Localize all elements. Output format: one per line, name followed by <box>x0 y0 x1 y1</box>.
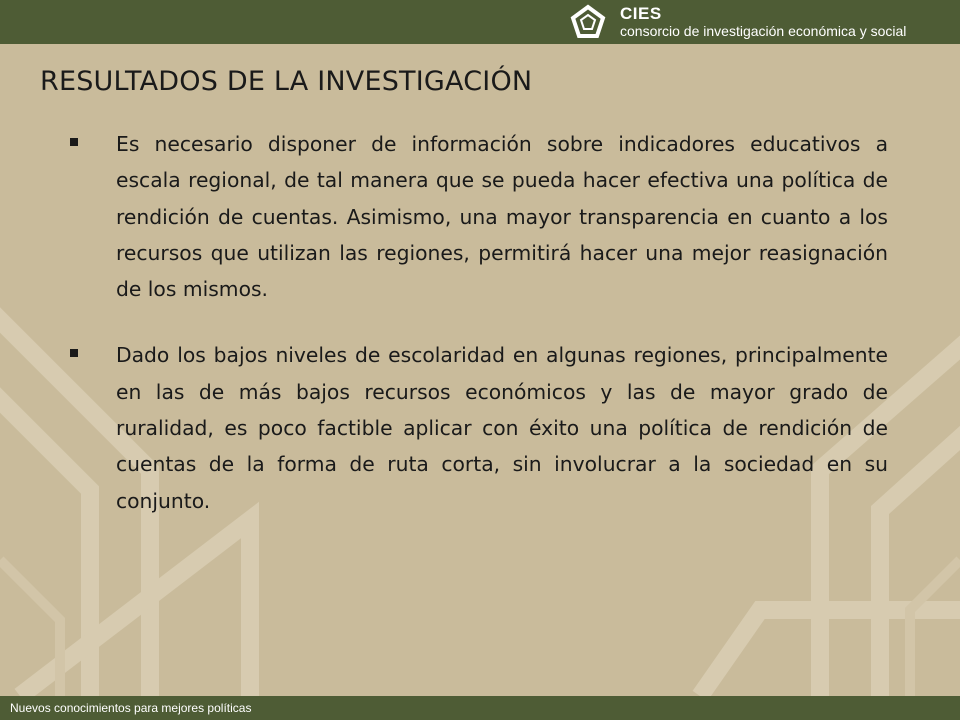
bullet-text: Es necesario disponer de información sobre indicadores educativos a escala regional, de tal manera que se pueda hacer efectiva una política de rendición de cuentas. Asimismo, una mayor transparencia en cuanto a los recursos que utilizan las regiones, permitirá hacer una mejor reasignación de los mismos. <box>116 132 888 302</box>
header-bar <box>0 0 960 44</box>
bullet-item <box>70 337 888 518</box>
bullet-list <box>70 126 888 549</box>
logo-tagline: consorcio de investigación económica y social <box>620 23 907 39</box>
footer-bar <box>0 696 960 720</box>
bullet-text: Dado los bajos niveles de escolaridad en algunas regiones, principalmente en las de más bajos recursos económicos y las de mayor grado de ruralidad, es poco factible aplicar con éxito una política de rendición de cuentas de la forma de ruta corta, sin involucrar a la sociedad en su conjunto. <box>116 343 888 513</box>
cies-logo-icon <box>570 4 606 40</box>
slide-title: RESULTADOS DE LA INVESTIGACIÓN <box>40 66 533 97</box>
square-bullet-icon <box>70 349 78 357</box>
bullet-item <box>70 126 888 307</box>
square-bullet-icon <box>70 138 78 146</box>
footer-tagline: Nuevos conocimientos para mejores políticas <box>10 701 252 715</box>
logo-name: CIES <box>620 4 662 23</box>
